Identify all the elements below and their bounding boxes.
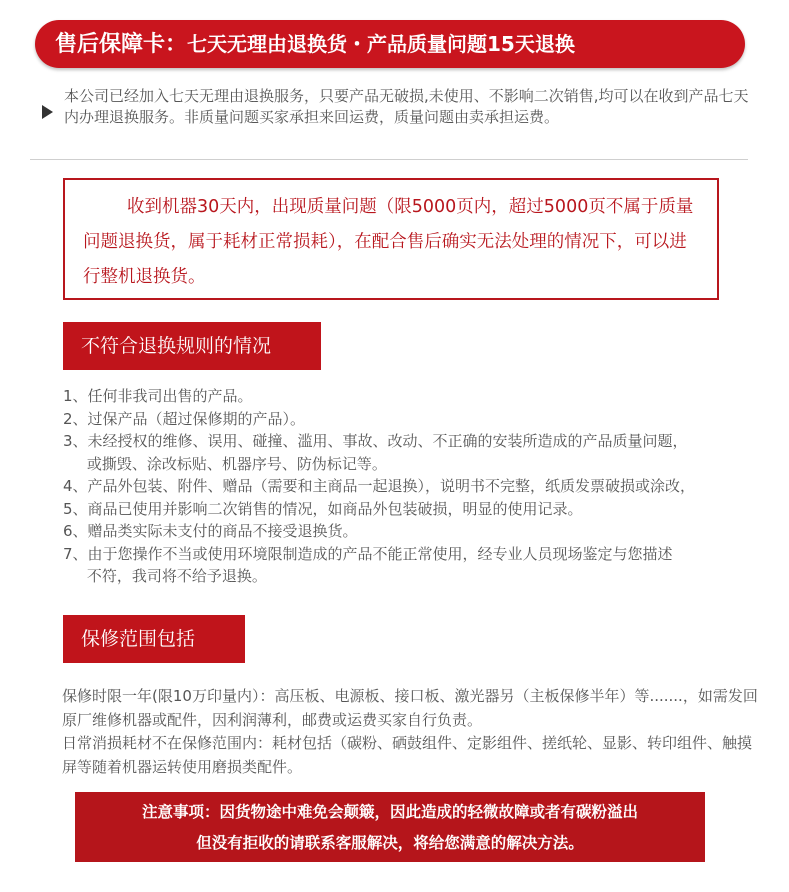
footer-line-1: 注意事项：因货物途中难免会颠簸，因此造成的轻微故障或者有碳粉溢出 (141, 803, 638, 821)
footer-notice (75, 792, 705, 862)
non-returnable-list (63, 385, 763, 588)
non-returnable-heading: 不符合退换规则的情况 (63, 322, 321, 370)
banner-title: 售后保障卡： (55, 32, 188, 57)
footer-line-2: 但没有拒收的请联系客服解决，将给您满意的解决方法。 (196, 834, 584, 852)
warranty-paragraph-1: 保修时限一年(限10万印量内）：高压板、电源板、接口板、激光器另（主板保修半年）等.......，如需发回原厂维修机器或配件，因利润薄利，邮费或运费买家自行负责。 (62, 687, 758, 729)
warranty-heading: 保修范围包括 (63, 615, 245, 663)
header-banner (35, 20, 745, 68)
divider (30, 159, 748, 160)
warranty-paragraph-2: 日常消损耗材不在保修范围内：耗材包括（碳粉、硒鼓组件、定影组件、搓纸轮、显影、转印组件、触摸屏等随着机器运转使用磨损类配件。 (62, 734, 753, 776)
list-item: 6、赠品类实际未支付的商品不接受退换货。 (63, 522, 358, 540)
list-item: 2、过保产品（超过保修期的产品）。 (63, 409, 306, 428)
list-item: 7、由于您操作不当或使用环境限制造成的产品不能正常使用，经专业人员现场鉴定与您描述 不符，我司将不给予退换。 (63, 544, 673, 585)
warranty-text (62, 685, 762, 779)
intro-text: 本公司已经加入七天无理由退换服务，只要产品无破损,未使用、不影响二次销售,均可以在收到产品七天内办理退换服务。非质量问题买家承担来回运费，质量问题由卖承担运费。 (64, 87, 749, 126)
list-item: 1、任何非我司出售的产品。 (63, 387, 253, 405)
list-item: 3、未经授权的维修、误用、碰撞、滥用、事故、改动、不正确的安装所造成的产品质量问题， 或撕毁、涂改标贴、机器序号、防伪标记等。 (63, 432, 688, 473)
notice-box (63, 178, 719, 300)
list-item: 4、产品外包装、附件、赠品（需要和主商品一起退换），说明书不完整，纸质发票破损或涂改， (63, 477, 696, 495)
list-item: 5、商品已使用并影响二次销售的情况，如商品外包装破损，明显的使用记录。 (63, 499, 583, 518)
notice-text: 收到机器30天内，出现质量问题（限5000页内，超过5000页不属于质量问题退换货，属于耗材正常损耗），在配合售后确实无法处理的情况下，可以进行整机退换货。 (83, 197, 694, 287)
triangle-arrow-icon (42, 105, 53, 119)
banner-subtitle: 七天无理由退换货・产品质量问题15天退换 (187, 32, 575, 56)
